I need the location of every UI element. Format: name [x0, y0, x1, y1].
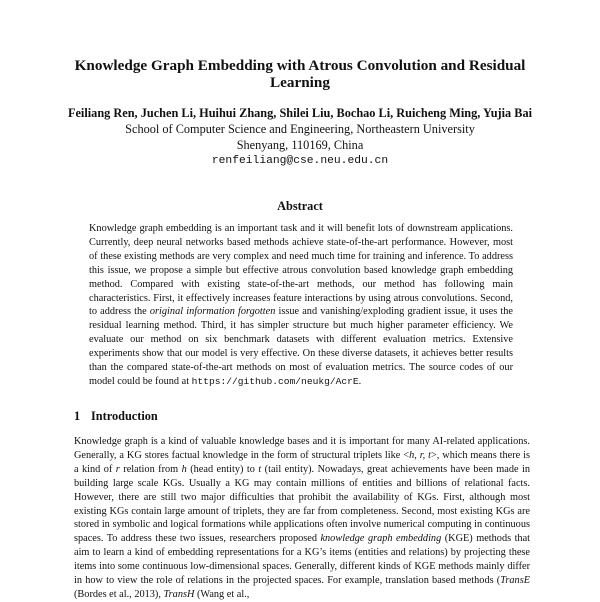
abstract-emphasis: original information forgotten	[149, 306, 276, 318]
citation: (Bordes et al., 2013),	[74, 588, 161, 600]
intro-term: knowledge graph embedding	[320, 533, 442, 545]
code-url-link[interactable]: https://github.com/neukg/AcrE	[191, 375, 359, 387]
intro-text: relation from	[123, 463, 179, 475]
intro-math: r	[115, 463, 120, 475]
section-heading	[74, 409, 158, 424]
section-number: 1	[74, 409, 81, 423]
intro-text: (KGE) methods that aim to learn a kind of embedding representations for a KG’s items (entities and relations) by projecting these items into some continuous low-dimensional spaces. Generally, different kinds of KGE methods mainly differ in how to view the role of relations in the projected spaces. For example, translation based methods (	[74, 533, 531, 587]
intro-text: (tail entity). Nowadays, great achievements have been made in building large scale KGs. Usually a KG may contain millions of entities and billions of relational facts. However, there are still two major difficulties that prohibit the availability of KGs. First, although most existing KGs contain large amount of triplets, they are far from completeness. Second, most existing KGs are stored in symbolic and logical formations while applications often involve numerical computing in continuous spaces. To address these two issues, researchers proposed	[74, 463, 531, 545]
intro-text: (head entity) to	[190, 463, 255, 475]
abstract-text-1: Knowledge graph embedding is an important task and it will benefit lots of downstream applications. Currently, deep neural networks based methods achieve state-of-the-art performance. However, most of these existing methods are very complex and need much time for training and inference. To address this issue, we propose a simple but effective atrous convolution based knowledge graph embedding method. Compared with existing state-of-the-art methods, our method has following main characteristics. First, it effectively increases feature interactions by using atrous convolutions. Second, to address the	[89, 223, 513, 318]
location: Shenyang, 110169, China	[236, 138, 364, 152]
intro-math: h	[181, 463, 187, 475]
section-title: Introduction	[91, 409, 158, 423]
affiliation-block	[40, 121, 560, 169]
method-name: TransH	[163, 588, 195, 600]
citation: (Wang et al.,	[197, 588, 250, 600]
intro-math: t	[258, 463, 262, 475]
intro-math: h, r, t	[409, 449, 431, 461]
abstract-body	[89, 222, 513, 389]
intro-text: >, which means there is a kind of	[74, 449, 531, 475]
affiliation: School of Computer Science and Engineering, Northeastern University	[125, 122, 475, 136]
paper-title: Knowledge Graph Embedding with Atrous Convolution and Residual Learning	[74, 57, 526, 91]
abstract-text-2: issue and vanishing/exploding gradient issue, it uses the residual learning method. Third, it has simpler structure but much higher parameter efficiency. We evaluate our method on six benchmark datasets with different evaluation metrics. Extensive experiments show that our model is very effective. On these diverse datasets, it achieves better results than the compared state-of-the-art methods on most of evaluation metrics. The source codes of our model could be found at	[89, 306, 513, 387]
method-name: TransE	[500, 575, 530, 587]
abstract-end: .	[358, 375, 362, 387]
author-list: Feiliang Ren, Juchen Li, Huihui Zhang, Shilei Liu, Bochao Li, Ruicheng Ming, Yujia Bai	[67, 106, 533, 120]
author-email[interactable]: renfeiliang@cse.neu.edu.cn	[211, 155, 389, 167]
intro-text: Knowledge graph is a kind of valuable knowledge bases and it is important for many AI-related applications. Generally, a KG stores factual knowledge in the form of structural triplets like <	[74, 436, 530, 461]
intro-paragraph	[74, 435, 530, 602]
abstract-heading: Abstract	[277, 199, 323, 213]
